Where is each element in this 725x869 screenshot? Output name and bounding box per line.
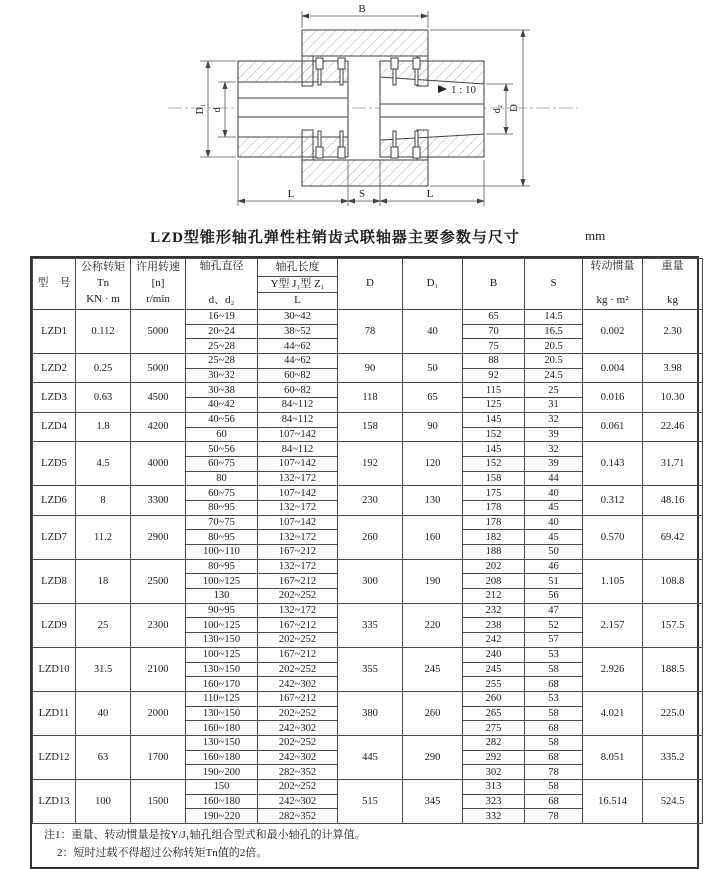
left-hub <box>238 61 348 157</box>
cell-speed: 4500 <box>131 383 186 412</box>
cell-S: 52 <box>525 618 583 633</box>
table-row <box>33 383 703 398</box>
cell-B: 145 <box>463 412 525 427</box>
cell-B: 208 <box>463 574 525 589</box>
cell-bore-diameter: 80~95 <box>186 530 258 545</box>
cell-B: 152 <box>463 427 525 442</box>
cell-S: 78 <box>525 809 583 824</box>
cell-bore-length: 84~112 <box>258 398 338 413</box>
table-row <box>33 310 703 325</box>
cell-inertia: 0.004 <box>583 354 643 383</box>
cell-S: 56 <box>525 589 583 604</box>
cell-bore-length: 242~302 <box>258 721 338 736</box>
cell-bore-length: 30~42 <box>258 310 338 325</box>
cell-S: 47 <box>525 603 583 618</box>
dim-label-L-right: L <box>426 188 434 200</box>
cell-B: 202 <box>463 559 525 574</box>
col-header-speed <box>131 259 186 310</box>
dim-label-d2: d₂ <box>492 104 503 114</box>
torque-header-line: Tn <box>96 277 110 290</box>
weight-header-line: 重量 <box>661 260 684 272</box>
cell-B: 145 <box>463 442 525 457</box>
cell-B: 188 <box>463 545 525 560</box>
cell-torque: 63 <box>76 735 131 779</box>
cell-bore-diameter: 160~170 <box>186 677 258 692</box>
cell-bore-length: 202~252 <box>258 780 338 795</box>
col-header-bore-diameter <box>186 259 258 310</box>
cell-bore-diameter: 160~180 <box>186 794 258 809</box>
cell-model: LZD6 <box>33 486 76 515</box>
table-row <box>33 354 703 369</box>
cell-B: 292 <box>463 750 525 765</box>
cell-weight: 2.30 <box>643 310 703 354</box>
cell-S: 45 <box>525 530 583 545</box>
cell-bore-length: 202~252 <box>258 662 338 677</box>
cell-D: 355 <box>338 647 403 691</box>
cell-bore-length: 84~112 <box>258 412 338 427</box>
cell-S: 50 <box>525 545 583 560</box>
spec-table-frame <box>30 256 699 869</box>
cell-bore-diameter: 100~125 <box>186 647 258 662</box>
cell-S: 46 <box>525 559 583 574</box>
cell-bore-diameter: 100~125 <box>186 618 258 633</box>
table-row <box>33 515 703 530</box>
table-row <box>33 647 703 662</box>
cell-B: 275 <box>463 721 525 736</box>
cell-bore-length: 167~212 <box>258 618 338 633</box>
cell-S: 40 <box>525 486 583 501</box>
cell-D1: 220 <box>403 603 463 647</box>
col-header-inertia <box>583 259 643 310</box>
cell-B: 265 <box>463 706 525 721</box>
cell-D: 90 <box>338 354 403 383</box>
cell-bore-length: 60~82 <box>258 368 338 383</box>
cell-speed: 5000 <box>131 310 186 354</box>
cell-B: 178 <box>463 500 525 515</box>
cell-B: 175 <box>463 486 525 501</box>
cell-inertia: 4.021 <box>583 691 643 735</box>
cell-S: 68 <box>525 794 583 809</box>
cell-speed: 4200 <box>131 412 186 441</box>
cell-B: 182 <box>463 530 525 545</box>
cell-bore-length: 202~252 <box>258 633 338 648</box>
cell-bore-length: 282~352 <box>258 765 338 780</box>
cell-bore-diameter: 60~75 <box>186 456 258 471</box>
cell-B: 242 <box>463 633 525 648</box>
col-header-bore-length-L: L <box>258 293 338 310</box>
spec-table <box>32 258 703 824</box>
cell-model: LZD2 <box>33 354 76 383</box>
cell-B: 232 <box>463 603 525 618</box>
cell-speed: 2300 <box>131 603 186 647</box>
table-row <box>33 486 703 501</box>
cell-bore-diameter: 160~180 <box>186 750 258 765</box>
cell-bore-length: 132~172 <box>258 500 338 515</box>
col-header-B: B <box>463 259 525 310</box>
cell-S: 44 <box>525 471 583 486</box>
cell-speed: 2000 <box>131 691 186 735</box>
cell-speed: 2500 <box>131 559 186 603</box>
cell-model: LZD5 <box>33 442 76 486</box>
col-header-bore-length-types: Y型 J₁型 Z₁ <box>258 276 338 293</box>
cell-model: LZD13 <box>33 780 76 824</box>
cell-torque: 1.8 <box>76 412 131 441</box>
cell-D: 118 <box>338 383 403 412</box>
note-line: 注1：重量、转动惯量是按Y/J₁轴孔组合型式和最小轴孔的计算值。 <box>44 829 366 842</box>
cell-model: LZD11 <box>33 691 76 735</box>
cell-D1: 160 <box>403 515 463 559</box>
cell-D1: 260 <box>403 691 463 735</box>
cell-inertia: 0.312 <box>583 486 643 515</box>
table-row <box>33 735 703 750</box>
cell-S: 58 <box>525 735 583 750</box>
cell-D1: 130 <box>403 486 463 515</box>
cell-D: 158 <box>338 412 403 441</box>
cell-bore-length: 44~62 <box>258 354 338 369</box>
cell-bore-length: 167~212 <box>258 691 338 706</box>
cell-B: 152 <box>463 456 525 471</box>
spec-table-body <box>33 310 703 824</box>
cell-B: 178 <box>463 515 525 530</box>
cell-D1: 290 <box>403 735 463 779</box>
cell-D1: 50 <box>403 354 463 383</box>
cell-bore-diameter: 30~38 <box>186 383 258 398</box>
cell-D: 192 <box>338 442 403 486</box>
cell-model: LZD9 <box>33 603 76 647</box>
dim-label-L-left: L <box>287 188 295 200</box>
cell-bore-diameter: 80 <box>186 471 258 486</box>
cell-bore-length: 44~62 <box>258 339 338 354</box>
cell-S: 68 <box>525 750 583 765</box>
table-row <box>33 559 703 574</box>
cell-bore-diameter: 150 <box>186 780 258 795</box>
cell-bore-length: 202~252 <box>258 706 338 721</box>
cell-B: 260 <box>463 691 525 706</box>
torque-header-line: KN · m <box>86 292 120 305</box>
bore-dia-header-line: 轴孔直径 <box>199 260 244 272</box>
cell-inertia: 2.926 <box>583 647 643 691</box>
cell-S: 58 <box>525 706 583 721</box>
dim-label-D: D <box>508 104 520 112</box>
col-header-S: S <box>525 259 583 310</box>
dim-label-B: B <box>358 3 366 15</box>
cell-bore-diameter: 50~56 <box>186 442 258 457</box>
col-header-D1: D₁ <box>403 259 463 310</box>
cell-B: 313 <box>463 780 525 795</box>
cell-B: 238 <box>463 618 525 633</box>
cell-S: 57 <box>525 633 583 648</box>
cell-bore-diameter: 30~32 <box>186 368 258 383</box>
cell-inertia: 0.002 <box>583 310 643 354</box>
col-header-model: 型 号 <box>33 259 76 310</box>
cell-S: 20.5 <box>525 339 583 354</box>
cell-D: 300 <box>338 559 403 603</box>
cell-bore-diameter: 190~200 <box>186 765 258 780</box>
cell-weight: 10.30 <box>643 383 703 412</box>
cell-D: 380 <box>338 691 403 735</box>
cell-model: LZD12 <box>33 735 76 779</box>
cell-bore-length: 60~82 <box>258 383 338 398</box>
cell-weight: 108.8 <box>643 559 703 603</box>
cell-D: 335 <box>338 603 403 647</box>
cell-model: LZD3 <box>33 383 76 412</box>
cell-bore-length: 282~352 <box>258 809 338 824</box>
cell-bore-diameter: 25~28 <box>186 354 258 369</box>
cell-D1: 120 <box>403 442 463 486</box>
speed-header-line: [n] <box>151 277 165 290</box>
cell-S: 51 <box>525 574 583 589</box>
col-header-torque <box>76 259 131 310</box>
cell-torque: 40 <box>76 691 131 735</box>
taper-label: 1 : 10 <box>451 84 477 96</box>
cell-model: LZD10 <box>33 647 76 691</box>
cell-bore-diameter: 80~95 <box>186 500 258 515</box>
cell-B: 240 <box>463 647 525 662</box>
cell-S: 20.5 <box>525 354 583 369</box>
cell-bore-length: 132~172 <box>258 559 338 574</box>
cell-bore-length: 38~52 <box>258 324 338 339</box>
cell-bore-diameter: 130~150 <box>186 735 258 750</box>
cell-torque: 4.5 <box>76 442 131 486</box>
cell-speed: 5000 <box>131 354 186 383</box>
col-header-bore-length: 轴孔长度 <box>258 259 338 277</box>
cell-S: 78 <box>525 765 583 780</box>
cell-B: 88 <box>463 354 525 369</box>
cell-S: 58 <box>525 780 583 795</box>
cell-D: 230 <box>338 486 403 515</box>
cell-torque: 0.25 <box>76 354 131 383</box>
cell-inertia: 1.105 <box>583 559 643 603</box>
cell-inertia: 0.143 <box>583 442 643 486</box>
cell-model: LZD4 <box>33 412 76 441</box>
cell-bore-length: 84~112 <box>258 442 338 457</box>
table-notes <box>32 824 697 867</box>
cell-bore-length: 167~212 <box>258 647 338 662</box>
cell-bore-diameter: 130~150 <box>186 662 258 677</box>
cell-S: 68 <box>525 677 583 692</box>
cell-D1: 40 <box>403 310 463 354</box>
inertia-header-line: kg · m² <box>596 294 629 307</box>
cell-S: 39 <box>525 427 583 442</box>
cell-D1: 190 <box>403 559 463 603</box>
cell-speed: 1500 <box>131 780 186 824</box>
cell-bore-diameter: 100~125 <box>186 574 258 589</box>
cell-inertia: 8.051 <box>583 735 643 779</box>
cell-bore-length: 107~142 <box>258 515 338 530</box>
cell-bore-diameter: 100~110 <box>186 545 258 560</box>
cell-weight: 188.5 <box>643 647 703 691</box>
cell-torque: 0.112 <box>76 310 131 354</box>
cell-torque: 31.5 <box>76 647 131 691</box>
cell-B: 75 <box>463 339 525 354</box>
cell-speed: 4000 <box>131 442 186 486</box>
cell-D1: 90 <box>403 412 463 441</box>
cell-B: 282 <box>463 735 525 750</box>
cell-bore-diameter: 190~220 <box>186 809 258 824</box>
cell-weight: 48.16 <box>643 486 703 515</box>
cell-S: 68 <box>525 721 583 736</box>
cell-weight: 524.5 <box>643 780 703 824</box>
cell-bore-diameter: 70~75 <box>186 515 258 530</box>
inertia-header-line: 转动惯量 <box>590 260 635 272</box>
cell-bore-length: 242~302 <box>258 794 338 809</box>
dim-label-D1: D₁ <box>195 103 206 115</box>
cell-bore-diameter: 20~24 <box>186 324 258 339</box>
cell-weight: 31.71 <box>643 442 703 486</box>
cell-speed: 2100 <box>131 647 186 691</box>
cell-inertia: 0.061 <box>583 412 643 441</box>
note-line: 2：短时过载不得超过公称转矩Tn值的2倍。 <box>57 846 268 859</box>
cell-D1: 245 <box>403 647 463 691</box>
cell-S: 32 <box>525 442 583 457</box>
speed-header-line: r/min <box>146 292 170 305</box>
cell-B: 158 <box>463 471 525 486</box>
cell-inertia: 0.570 <box>583 515 643 559</box>
cell-weight: 335.2 <box>643 735 703 779</box>
cell-D1: 345 <box>403 780 463 824</box>
cell-torque: 8 <box>76 486 131 515</box>
cell-bore-length: 202~252 <box>258 735 338 750</box>
cell-bore-length: 107~142 <box>258 486 338 501</box>
col-header-D: D <box>338 259 403 310</box>
cell-bore-length: 242~302 <box>258 677 338 692</box>
cell-D: 260 <box>338 515 403 559</box>
cell-bore-diameter: 160~180 <box>186 721 258 736</box>
cell-B: 255 <box>463 677 525 692</box>
cell-bore-length: 202~252 <box>258 589 338 604</box>
cell-model: LZD8 <box>33 559 76 603</box>
cell-B: 70 <box>463 324 525 339</box>
cell-bore-diameter: 16~19 <box>186 310 258 325</box>
cell-torque: 25 <box>76 603 131 647</box>
cell-S: 31 <box>525 398 583 413</box>
cell-S: 39 <box>525 456 583 471</box>
cell-S: 45 <box>525 500 583 515</box>
cell-bore-length: 107~142 <box>258 427 338 442</box>
cell-bore-diameter: 110~125 <box>186 691 258 706</box>
dim-label-S: S <box>358 188 366 200</box>
cell-B: 115 <box>463 383 525 398</box>
cell-weight: 3.98 <box>643 354 703 383</box>
cell-D1: 65 <box>403 383 463 412</box>
cell-bore-diameter: 80~95 <box>186 559 258 574</box>
cell-B: 323 <box>463 794 525 809</box>
table-row <box>33 603 703 618</box>
torque-header-line: 公称转矩 <box>81 261 125 274</box>
cell-torque: 18 <box>76 559 131 603</box>
table-row <box>33 780 703 795</box>
cell-model: LZD1 <box>33 310 76 354</box>
cell-bore-length: 132~172 <box>258 471 338 486</box>
cell-S: 53 <box>525 647 583 662</box>
table-row <box>33 691 703 706</box>
cell-D: 78 <box>338 310 403 354</box>
cell-weight: 225.0 <box>643 691 703 735</box>
cell-bore-diameter: 60 <box>186 427 258 442</box>
cell-torque: 11.2 <box>76 515 131 559</box>
cell-weight: 69.42 <box>643 515 703 559</box>
cell-inertia: 0.016 <box>583 383 643 412</box>
cell-bore-diameter: 130~150 <box>186 633 258 648</box>
cell-D: 515 <box>338 780 403 824</box>
cell-inertia: 16.514 <box>583 780 643 824</box>
weight-header-line: kg <box>667 294 678 307</box>
cell-bore-diameter: 40~56 <box>186 412 258 427</box>
cell-B: 245 <box>463 662 525 677</box>
bore-dia-header-line: d、d₂ <box>208 294 235 307</box>
cell-B: 92 <box>463 368 525 383</box>
table-row <box>33 442 703 457</box>
cell-B: 332 <box>463 809 525 824</box>
page-title: LZD型锥形轴孔弹性柱销齿式联轴器主要参数与尺寸 <box>150 230 520 246</box>
cell-S: 25 <box>525 383 583 398</box>
dim-label-d: d <box>212 107 223 113</box>
speed-header-line: 许用转速 <box>136 261 180 274</box>
cell-S: 32 <box>525 412 583 427</box>
unit-label: mm <box>585 228 606 243</box>
cell-B: 125 <box>463 398 525 413</box>
cell-bore-length: 132~172 <box>258 530 338 545</box>
cell-weight: 22.46 <box>643 412 703 441</box>
cell-inertia: 2.157 <box>583 603 643 647</box>
cell-bore-length: 167~212 <box>258 574 338 589</box>
cell-bore-length: 132~172 <box>258 603 338 618</box>
cell-bore-diameter: 60~75 <box>186 486 258 501</box>
cell-speed: 2900 <box>131 515 186 559</box>
cell-B: 212 <box>463 589 525 604</box>
cell-D: 445 <box>338 735 403 779</box>
coupling-section-drawing <box>0 0 725 222</box>
cell-bore-diameter: 40~42 <box>186 398 258 413</box>
cell-bore-length: 107~142 <box>258 456 338 471</box>
cell-speed: 3300 <box>131 486 186 515</box>
cell-S: 53 <box>525 691 583 706</box>
cell-B: 302 <box>463 765 525 780</box>
cell-S: 58 <box>525 662 583 677</box>
cell-S: 16.5 <box>525 324 583 339</box>
cell-bore-diameter: 130 <box>186 589 258 604</box>
table-row <box>33 412 703 427</box>
cell-bore-diameter: 90~95 <box>186 603 258 618</box>
cell-weight: 157.5 <box>643 603 703 647</box>
cell-torque: 100 <box>76 780 131 824</box>
cell-torque: 0.63 <box>76 383 131 412</box>
cell-bore-length: 242~302 <box>258 750 338 765</box>
cell-bore-diameter: 130~150 <box>186 706 258 721</box>
cell-S: 24.5 <box>525 368 583 383</box>
cell-speed: 1700 <box>131 735 186 779</box>
col-header-weight <box>643 259 703 310</box>
cell-bore-diameter: 25~28 <box>186 339 258 354</box>
cell-bore-length: 167~212 <box>258 545 338 560</box>
cell-S: 40 <box>525 515 583 530</box>
cell-model: LZD7 <box>33 515 76 559</box>
table-header <box>33 259 703 310</box>
cell-B: 65 <box>463 310 525 325</box>
cell-S: 14.5 <box>525 310 583 325</box>
